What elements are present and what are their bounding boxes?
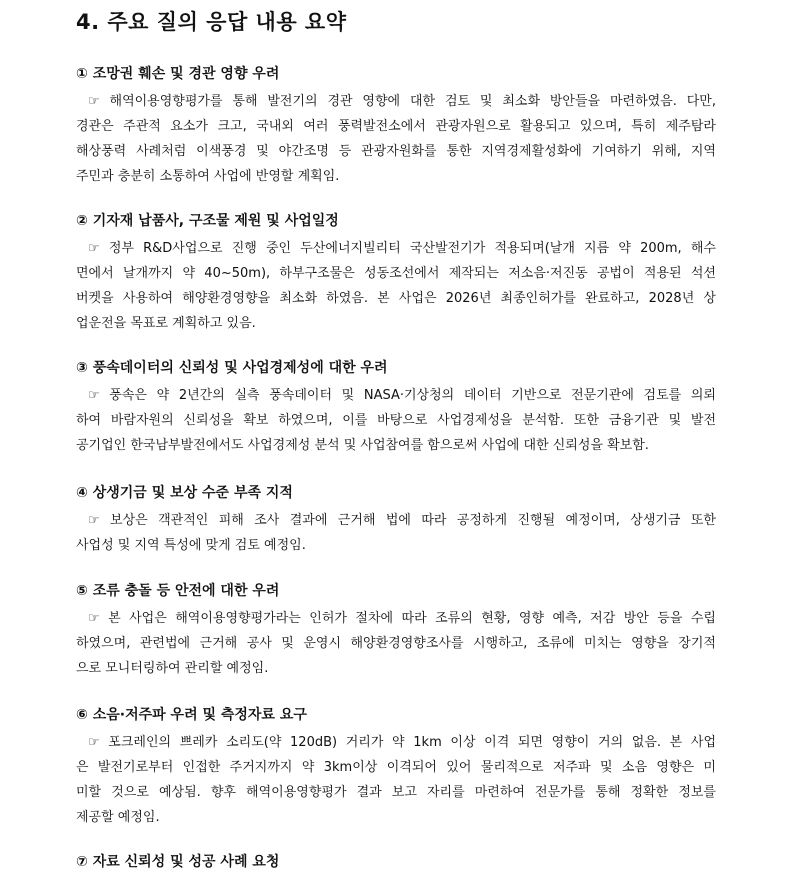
body-line: ☞ 포크레인의 쁘레카 소리도(약 120dB) 거리가 약 1km 이상 이격 되면 영향이 거의 없음. 본 사업 bbox=[88, 735, 716, 750]
body-line: ☞ 해역이용영향평가를 통해 발전기의 경관 영향에 대한 검토 및 최소화 방안들을 마련하였음. 다만, bbox=[88, 94, 716, 109]
body-line: 미할 것으로 예상됨. 향후 해역이용영향평가 결과 보고 자리를 마련하여 전문가를 통해 정확한 정보를 bbox=[76, 785, 716, 800]
section-3 bbox=[76, 358, 716, 458]
body-line: 하였으며, 관련법에 근거해 공사 및 운영시 해양환경영향조사를 시행하고, 조류에 미치는 영향을 장기적 bbox=[76, 636, 716, 651]
section-body bbox=[76, 730, 716, 830]
section-body bbox=[76, 383, 716, 458]
body-line: 해상풍력 사례처럼 이색풍경 및 야간조명 등 관광자원화를 통한 지역경제활성화에 기여하기 위해, 지역 bbox=[76, 144, 716, 159]
body-line: 은 발전기로부터 인접한 주거지까지 약 3km이상 이격되어 있어 물리적으로 저주파 및 소음 영향은 미 bbox=[76, 760, 716, 775]
section-body bbox=[76, 89, 716, 189]
body-line: ☞ 풍속은 약 2년간의 실측 풍속데이터 및 NASA·기상청의 데이터 기반으로 전문기관에 검토를 의뢰 bbox=[88, 388, 716, 403]
body-line: 제공할 예정임. bbox=[76, 810, 160, 825]
body-line: 업운전을 목표로 계획하고 있음. bbox=[76, 316, 256, 331]
body-line: ☞ 본 사업은 해역이용영향평가라는 인허가 절차에 따라 조류의 현황, 영향 예측, 저감 방안 등을 수립 bbox=[88, 611, 716, 626]
section-heading: ③ 풍속데이터의 신뢰성 및 사업경제성에 대한 우려 bbox=[76, 360, 388, 376]
section-heading: ② 기자재 납품사, 구조물 제원 및 사업일정 bbox=[76, 213, 339, 229]
section-heading: ④ 상생기금 및 보상 수준 부족 지적 bbox=[76, 485, 293, 501]
body-line: 주민과 충분히 소통하여 사업에 반영할 계획임. bbox=[76, 169, 340, 184]
body-line: 공기업인 한국남부발전에서도 사업경제성 분석 및 사업참여를 함으로써 사업에 대한 신뢰성을 확보함. bbox=[76, 438, 649, 453]
body-line: 경관은 주관적 요소가 크고, 국내외 여러 풍력발전소에서 관광자원으로 활용되고 있으며, 특히 제주탐라 bbox=[76, 119, 716, 134]
body-line: 사업성 및 지역 특성에 맞게 검토 예정임. bbox=[76, 538, 306, 553]
body-line: 면에서 날개까지 약 40~50m), 하부구조물은 성동조선에서 제작되는 저소음·저진동 공법이 적용된 석션 bbox=[76, 266, 716, 281]
page-title: 4. 주요 질의 응답 내용 요약 bbox=[76, 10, 347, 34]
body-line: 으로 모니터링하여 관리할 예정임. bbox=[76, 661, 269, 676]
section-body bbox=[76, 236, 716, 336]
body-line: 버켓을 사용하여 해양환경영향을 최소화 하였음. 본 사업은 2026년 최종인허가를 완료하고, 2028년 상 bbox=[76, 291, 716, 306]
section-heading: ⑤ 조류 충돌 등 안전에 대한 우려 bbox=[76, 583, 280, 599]
section-4 bbox=[76, 483, 716, 558]
body-line: ☞ 정부 R&D사업으로 진행 중인 두산에너지빌리티 국산발전기가 적용되며(날개 지름 약 200m, 해수 bbox=[88, 241, 716, 256]
section-heading: ⑥ 소음·저주파 우려 및 측정자료 요구 bbox=[76, 707, 307, 723]
section-5 bbox=[76, 581, 716, 681]
section-7 bbox=[76, 852, 716, 877]
section-body bbox=[76, 508, 716, 558]
section-2 bbox=[76, 211, 716, 336]
section-6 bbox=[76, 705, 716, 830]
section-1 bbox=[76, 64, 716, 189]
section-heading: ⑦ 자료 신뢰성 및 성공 사례 요청 bbox=[76, 854, 280, 870]
section-heading: ① 조망권 훼손 및 경관 영향 우려 bbox=[76, 66, 280, 82]
section-body bbox=[76, 606, 716, 681]
body-line: ☞ 보상은 객관적인 피해 조사 결과에 근거해 법에 따라 공정하게 진행될 예정이며, 상생기금 또한 bbox=[88, 513, 716, 528]
body-line: 하여 바람자원의 신뢰성을 확보 하였으며, 이를 바탕으로 사업경제성을 분석함. 또한 금융기관 및 발전 bbox=[76, 413, 716, 428]
